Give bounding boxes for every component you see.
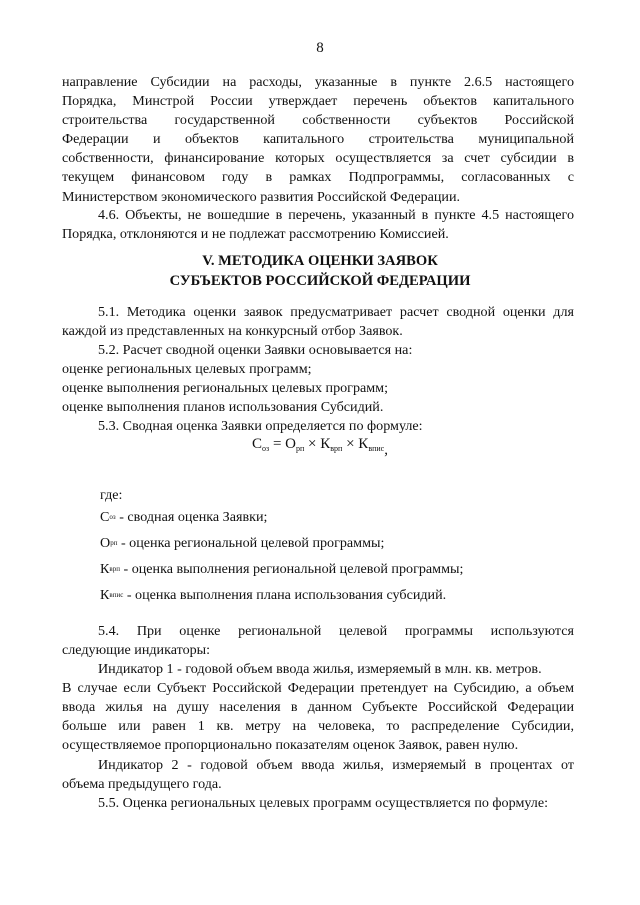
paragraph-5-5 <box>62 794 574 813</box>
section-title-line-2: СУБЪЕКТОВ РОССИЙСКОЙ ФЕДЕРАЦИИ <box>169 273 471 289</box>
paragraph-5-2 <box>62 341 574 436</box>
text-line: следующие индикаторы: <box>62 642 211 659</box>
definition-k-vpis: $К_{впис}$ - оценка выполнения плана использования субсидий. <box>100 587 447 603</box>
text-line: собственности, финансирование которых осуществляется за счет субсидии в <box>62 150 574 167</box>
text-line: 5.1. Методика оценки заявок предусматривает расчет сводной оценки для <box>98 304 574 320</box>
list-item: оценке региональных целевых программ; <box>62 361 312 378</box>
page-number: 8 <box>316 40 324 56</box>
where-label: где: <box>100 487 123 503</box>
text-line: 5.3. Сводная оценка Заявки определяется по формуле: <box>98 418 423 435</box>
paragraph-5-4 <box>62 622 574 660</box>
definition-k-vrp: $К_{врп}$ - оценка выполнения региональной целевой программы; <box>100 561 464 577</box>
paragraph-5-1 <box>62 303 574 341</box>
text-line: направление Субсидии на расходы, указанные в пункте 2.6.5 настоящего <box>62 74 574 90</box>
text-line: ввода жилья на душу населения в данном Субъекте Российской Федерации <box>62 699 574 716</box>
list-item: оценке выполнения региональных целевых программ; <box>62 380 389 397</box>
text-line: Индикатор 1 - годовой объем ввода жилья, измеряемый в млн. кв. метров. <box>98 661 542 677</box>
text-line: 5.5. Оценка региональных целевых программ осуществляется по формуле: <box>98 795 548 811</box>
paragraph-4-6 <box>62 206 574 244</box>
text-line: Федерации и объектов капитального строительства муниципальной <box>62 131 574 148</box>
text-line: каждой из представленных на конкурсный отбор Заявок. <box>62 323 403 340</box>
text-line: текущем финансовом году в рамках Подпрограммы, согласованных с <box>62 169 574 186</box>
continuation-paragraph <box>62 73 574 207</box>
text-line: Министерством экономического развития Российской Федерации. <box>62 188 461 205</box>
text-line: В случае если Субъект Российской Федерации претендует на Субсидию, а объем <box>62 680 574 697</box>
text-line: строительства государственной собственности субъектов Российской <box>62 112 574 129</box>
text-line: 5.2. Расчет сводной оценки Заявки основывается на: <box>98 342 413 358</box>
text-line: Индикатор 2 - годовой объем ввода жилья, измеряемый в процентах от <box>98 757 574 773</box>
text-line: осуществляемое пропорционально показателям оценок Заявок, равен нулю. <box>62 737 519 754</box>
text-line: 5.4. При оценке региональной целевой программы используются <box>98 623 574 639</box>
text-line: больше или равен 1 кв. метру на человека, то распределение Субсидии, <box>62 718 574 735</box>
text-line: Порядка, Минстрой России утверждает перечень объектов капитального <box>62 93 574 110</box>
indicator-1-paragraph <box>62 660 574 755</box>
summary-score-formula: $С_{оз} = О_{рп} \times К_{врп} \times К_{впис}$, <box>252 436 388 458</box>
text-line: объема предыдущего года. <box>62 776 222 793</box>
text-line: 4.6. Объекты, не вошедшие в перечень, указанный в пункте 4.5 настоящего <box>98 207 574 223</box>
section-title-line-1: V. МЕТОДИКА ОЦЕНКИ ЗАЯВОК <box>202 253 438 269</box>
list-item: оценке выполнения планов использования Субсидий. <box>62 399 384 416</box>
indicator-2-paragraph <box>62 756 574 794</box>
text-line: Порядка, отклоняются и не подлежат рассмотрению Комиссией. <box>62 226 449 243</box>
definition-c-oz: $С_{оз}$ - сводная оценка Заявки; <box>100 509 268 525</box>
definition-o-rp: $О_{рп}$ - оценка региональной целевой программы; <box>100 535 385 551</box>
